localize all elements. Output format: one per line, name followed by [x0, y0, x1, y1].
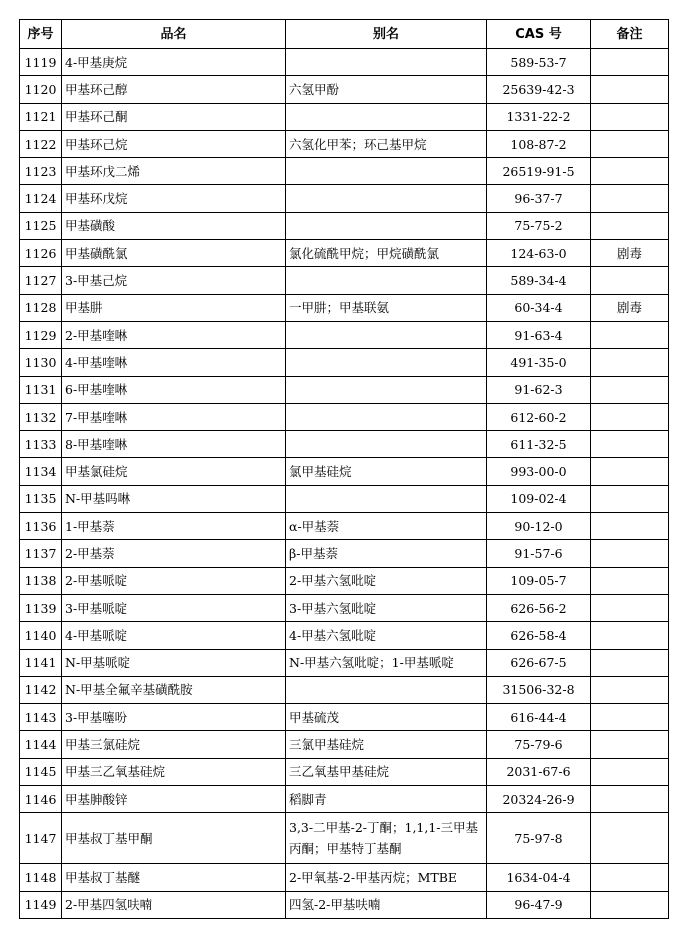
cell-name: N-甲基全氟辛基磺酰胺 — [62, 676, 286, 703]
cell-no: 1144 — [20, 731, 62, 758]
cell-alias: 3,3-二甲基-2-丁酮；1,1,1-三甲基丙酮；甲基特丁基酮 — [286, 813, 487, 864]
cell-name: 甲基环己醇 — [62, 76, 286, 103]
cell-cas: 20324-26-9 — [487, 786, 591, 813]
cell-cas: 626-56-2 — [487, 594, 591, 621]
cell-note — [591, 458, 669, 485]
table-row — [20, 130, 669, 157]
cell-name: 甲基环己酮 — [62, 103, 286, 130]
cell-note — [591, 891, 669, 918]
cell-alias: 三氯甲基硅烷 — [286, 731, 487, 758]
header-name: 品名 — [62, 20, 286, 49]
cell-cas: 31506-32-8 — [487, 676, 591, 703]
cell-no: 1139 — [20, 594, 62, 621]
cell-cas: 75-75-2 — [487, 212, 591, 239]
cell-note — [591, 212, 669, 239]
cell-no: 1140 — [20, 622, 62, 649]
cell-alias: 稻脚青 — [286, 786, 487, 813]
cell-note — [591, 513, 669, 540]
cell-no: 1134 — [20, 458, 62, 485]
cell-alias: 3-甲基六氢吡啶 — [286, 594, 487, 621]
cell-note — [591, 540, 669, 567]
cell-no: 1126 — [20, 240, 62, 267]
cell-name: 4-甲基喹啉 — [62, 349, 286, 376]
cell-cas: 90-12-0 — [487, 513, 591, 540]
table-row — [20, 891, 669, 918]
cell-alias — [286, 485, 487, 512]
cell-alias — [286, 103, 487, 130]
table-row — [20, 649, 669, 676]
table-row — [20, 321, 669, 348]
cell-name: 3-甲基哌啶 — [62, 594, 286, 621]
cell-note: 剧毒 — [591, 294, 669, 321]
cell-alias: 三乙氧基甲基硅烷 — [286, 758, 487, 785]
cell-alias — [286, 349, 487, 376]
cell-name: 甲基磺酸 — [62, 212, 286, 239]
cell-note — [591, 349, 669, 376]
cell-cas: 75-97-8 — [487, 813, 591, 864]
table-row — [20, 758, 669, 785]
cell-note — [591, 185, 669, 212]
cell-alias — [286, 431, 487, 458]
table-row — [20, 185, 669, 212]
cell-cas: 91-63-4 — [487, 321, 591, 348]
cell-name: 甲基氯硅烷 — [62, 458, 286, 485]
cell-cas: 91-57-6 — [487, 540, 591, 567]
header-no: 序号 — [20, 20, 62, 49]
cell-cas: 1331-22-2 — [487, 103, 591, 130]
cell-name: 1-甲基萘 — [62, 513, 286, 540]
cell-no: 1131 — [20, 376, 62, 403]
cell-name: 6-甲基喹啉 — [62, 376, 286, 403]
cell-name: 甲基环己烷 — [62, 130, 286, 157]
cell-alias: 六氢化甲苯；环己基甲烷 — [286, 130, 487, 157]
header-cas: CAS 号 — [487, 20, 591, 49]
table-row — [20, 864, 669, 891]
cell-name: 甲基环戊二烯 — [62, 158, 286, 185]
cell-no: 1146 — [20, 786, 62, 813]
cell-cas: 75-79-6 — [487, 731, 591, 758]
table-row — [20, 458, 669, 485]
cell-name: 7-甲基喹啉 — [62, 403, 286, 430]
table-row — [20, 267, 669, 294]
cell-no: 1137 — [20, 540, 62, 567]
cell-note — [591, 485, 669, 512]
cell-cas: 96-37-7 — [487, 185, 591, 212]
cell-name: 4-甲基庚烷 — [62, 49, 286, 76]
cell-note — [591, 76, 669, 103]
cell-alias: 四氢-2-甲基呋喃 — [286, 891, 487, 918]
table-header-row — [20, 20, 669, 49]
cell-no: 1128 — [20, 294, 62, 321]
cell-alias: 2-甲氧基-2-甲基丙烷；MTBE — [286, 864, 487, 891]
table-row — [20, 349, 669, 376]
table-row — [20, 704, 669, 731]
cell-cas: 124-63-0 — [487, 240, 591, 267]
cell-note — [591, 567, 669, 594]
cell-alias: α-甲基萘 — [286, 513, 487, 540]
cell-no: 1147 — [20, 813, 62, 864]
table-row — [20, 513, 669, 540]
cell-name: 2-甲基哌啶 — [62, 567, 286, 594]
cell-note — [591, 649, 669, 676]
cell-note — [591, 376, 669, 403]
cell-name: 甲基肼 — [62, 294, 286, 321]
cell-no: 1132 — [20, 403, 62, 430]
cell-alias — [286, 185, 487, 212]
table-row — [20, 567, 669, 594]
table-row — [20, 76, 669, 103]
cell-alias: 六氢甲酚 — [286, 76, 487, 103]
cell-cas: 108-87-2 — [487, 130, 591, 157]
cell-note — [591, 864, 669, 891]
header-alias: 别名 — [286, 20, 487, 49]
cell-no: 1120 — [20, 76, 62, 103]
cell-note — [591, 267, 669, 294]
table-row — [20, 622, 669, 649]
cell-alias — [286, 321, 487, 348]
cell-alias: 2-甲基六氢吡啶 — [286, 567, 487, 594]
cell-alias: β-甲基萘 — [286, 540, 487, 567]
cell-name: 甲基三氯硅烷 — [62, 731, 286, 758]
cell-note — [591, 786, 669, 813]
cell-cas: 589-34-4 — [487, 267, 591, 294]
cell-alias: 氯甲基硅烷 — [286, 458, 487, 485]
table-row — [20, 813, 669, 864]
cell-name: 3-甲基己烷 — [62, 267, 286, 294]
cell-note: 剧毒 — [591, 240, 669, 267]
cell-cas: 616-44-4 — [487, 704, 591, 731]
table-row — [20, 403, 669, 430]
header-note: 备注 — [591, 20, 669, 49]
cell-cas: 612-60-2 — [487, 403, 591, 430]
cell-no: 1124 — [20, 185, 62, 212]
cell-alias — [286, 676, 487, 703]
cell-cas: 626-58-4 — [487, 622, 591, 649]
cell-name: 甲基磺酰氯 — [62, 240, 286, 267]
cell-alias: 氯化硫酰甲烷；甲烷磺酰氯 — [286, 240, 487, 267]
table-row — [20, 376, 669, 403]
cell-no: 1143 — [20, 704, 62, 731]
table-row — [20, 431, 669, 458]
table-row — [20, 786, 669, 813]
cell-name: 2-甲基萘 — [62, 540, 286, 567]
cell-no: 1133 — [20, 431, 62, 458]
cell-alias: 甲基硫茂 — [286, 704, 487, 731]
cell-cas: 2031-67-6 — [487, 758, 591, 785]
cell-no: 1145 — [20, 758, 62, 785]
cell-name: N-甲基吗啉 — [62, 485, 286, 512]
table-row — [20, 731, 669, 758]
cell-no: 1148 — [20, 864, 62, 891]
cell-no: 1141 — [20, 649, 62, 676]
cell-no: 1119 — [20, 49, 62, 76]
cell-alias — [286, 49, 487, 76]
cell-no: 1130 — [20, 349, 62, 376]
table-row — [20, 158, 669, 185]
cell-no: 1125 — [20, 212, 62, 239]
table-row — [20, 49, 669, 76]
cell-no: 1127 — [20, 267, 62, 294]
cell-name: 甲基环戊烷 — [62, 185, 286, 212]
cell-no: 1138 — [20, 567, 62, 594]
cell-cas: 993-00-0 — [487, 458, 591, 485]
cell-alias: N-甲基六氢吡啶；1-甲基哌啶 — [286, 649, 487, 676]
cell-name: 甲基叔丁基甲酮 — [62, 813, 286, 864]
cell-no: 1149 — [20, 891, 62, 918]
cell-cas: 589-53-7 — [487, 49, 591, 76]
cell-cas: 60-34-4 — [487, 294, 591, 321]
cell-alias — [286, 267, 487, 294]
cell-cas: 109-05-7 — [487, 567, 591, 594]
cell-note — [591, 704, 669, 731]
cell-alias — [286, 403, 487, 430]
cell-no: 1135 — [20, 485, 62, 512]
cell-no: 1142 — [20, 676, 62, 703]
table-row — [20, 103, 669, 130]
cell-no: 1136 — [20, 513, 62, 540]
cell-note — [591, 431, 669, 458]
cell-alias — [286, 212, 487, 239]
cell-name: 2-甲基四氢呋喃 — [62, 891, 286, 918]
cell-note — [591, 321, 669, 348]
cell-cas: 26519-91-5 — [487, 158, 591, 185]
cell-cas: 611-32-5 — [487, 431, 591, 458]
chemical-list-page — [19, 19, 668, 919]
cell-name: 4-甲基哌啶 — [62, 622, 286, 649]
cell-note — [591, 103, 669, 130]
cell-note — [591, 676, 669, 703]
cell-note — [591, 403, 669, 430]
table-row — [20, 540, 669, 567]
cell-cas: 96-47-9 — [487, 891, 591, 918]
cell-name: 8-甲基喹啉 — [62, 431, 286, 458]
cell-name: 2-甲基喹啉 — [62, 321, 286, 348]
cell-name: N-甲基哌啶 — [62, 649, 286, 676]
cell-note — [591, 158, 669, 185]
cell-alias: 一甲肼；甲基联氨 — [286, 294, 487, 321]
table-row — [20, 676, 669, 703]
cell-cas: 491-35-0 — [487, 349, 591, 376]
cell-no: 1122 — [20, 130, 62, 157]
cell-alias: 4-甲基六氢吡啶 — [286, 622, 487, 649]
cell-no: 1121 — [20, 103, 62, 130]
chemical-table — [19, 19, 669, 919]
cell-note — [591, 622, 669, 649]
cell-note — [591, 594, 669, 621]
table-row — [20, 240, 669, 267]
table-row — [20, 485, 669, 512]
cell-note — [591, 130, 669, 157]
cell-alias — [286, 158, 487, 185]
cell-cas: 626-67-5 — [487, 649, 591, 676]
cell-cas: 91-62-3 — [487, 376, 591, 403]
cell-note — [591, 813, 669, 864]
cell-no: 1129 — [20, 321, 62, 348]
cell-cas: 109-02-4 — [487, 485, 591, 512]
cell-note — [591, 758, 669, 785]
table-row — [20, 294, 669, 321]
table-row — [20, 594, 669, 621]
cell-no: 1123 — [20, 158, 62, 185]
cell-note — [591, 49, 669, 76]
table-row — [20, 212, 669, 239]
cell-name: 3-甲基噻吩 — [62, 704, 286, 731]
cell-name: 甲基三乙氧基硅烷 — [62, 758, 286, 785]
cell-cas: 1634-04-4 — [487, 864, 591, 891]
cell-name: 甲基胂酸锌 — [62, 786, 286, 813]
cell-note — [591, 731, 669, 758]
cell-name: 甲基叔丁基醚 — [62, 864, 286, 891]
cell-cas: 25639-42-3 — [487, 76, 591, 103]
cell-alias — [286, 376, 487, 403]
